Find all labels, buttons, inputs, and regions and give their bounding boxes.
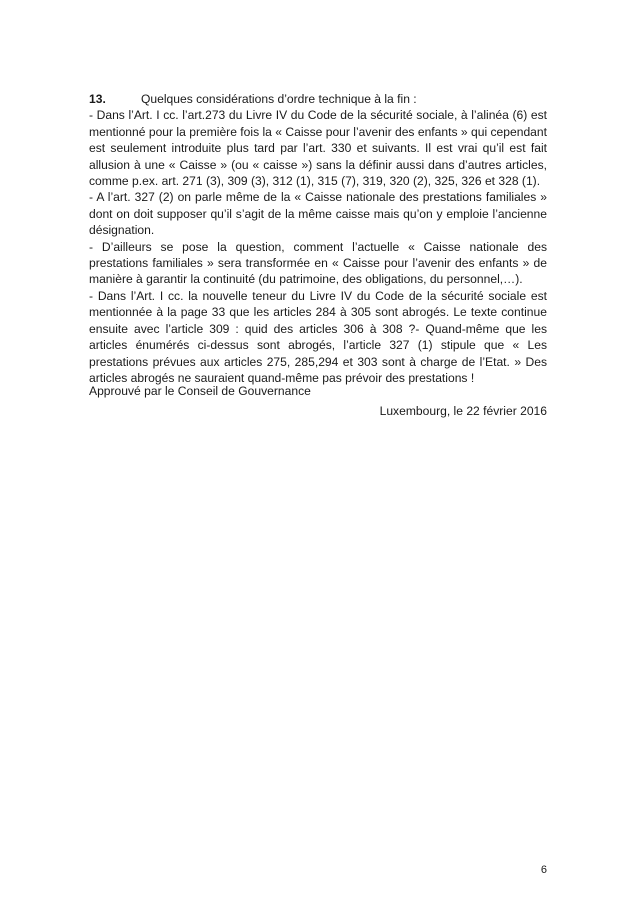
- paragraph-abrogated-articles: - Dans l’Art. I cc. la nouvelle teneur du Livre IV du Code de la sécurité sociale est mentionnée à la page 33 que les articles 284 à 305 sont abrogés. Le texte continue ensuite avec l’article 309 : quid des articles 306 à 308 ?- Quand-même que les articles énumérés ci-dessus sont abrogés, l’article 327 (1) stipule que « Les prestations prévues aux articles 275, 285,294 et 303 sont à charge de l’Etat. » Des articles abrogés ne sauraient quand-même pas prévoir des prestations !: [89, 288, 547, 385]
- page-number: 6: [540, 864, 547, 876]
- paragraph-transformation-question: - D’ailleurs se pose la question, comment l’actuelle « Caisse nationale des prestations familiales » sera transformée en « Caisse pour l’avenir des enfants » de manière à garantir la continuité (du patrimoine, des obligations, du personnel,…).: [89, 239, 547, 287]
- section-heading: [89, 91, 547, 107]
- section-title: Quelques considérations d’ordre technique à la fin :: [141, 92, 417, 106]
- place-and-date: Luxembourg, le 22 février 2016: [379, 404, 547, 418]
- paragraph-art-273: - Dans l’Art. I cc. l’art.273 du Livre IV du Code de la sécurité sociale, à l’alinéa (6) est mentionné pour la première fois la « Caisse pour l’avenir des enfants » qui cependant est seulement introduite plus tard par l’art. 330 et suivants. Il est vrai qu’il est fait allusion à une « Caisse » (ou « caisse ») sans la définir aussi dans d’autres articles, comme p.ex. art. 271 (3), 309 (3), 312 (1), 315 (7), 319, 320 (2), 325, 326 et 328 (1).: [89, 108, 547, 189]
- paragraph-art-327-2: - A l’art. 327 (2) on parle même de la « Caisse nationale des prestations familiales » dont on doit supposer qu’il s’agit de la même caisse mais qu’on y emploie l’ancienne désignation.: [89, 190, 547, 238]
- approval-statement: Approuvé par le Conseil de Gouvernance: [89, 384, 311, 398]
- section-number: 13.: [89, 92, 106, 106]
- section-body: [89, 91, 547, 386]
